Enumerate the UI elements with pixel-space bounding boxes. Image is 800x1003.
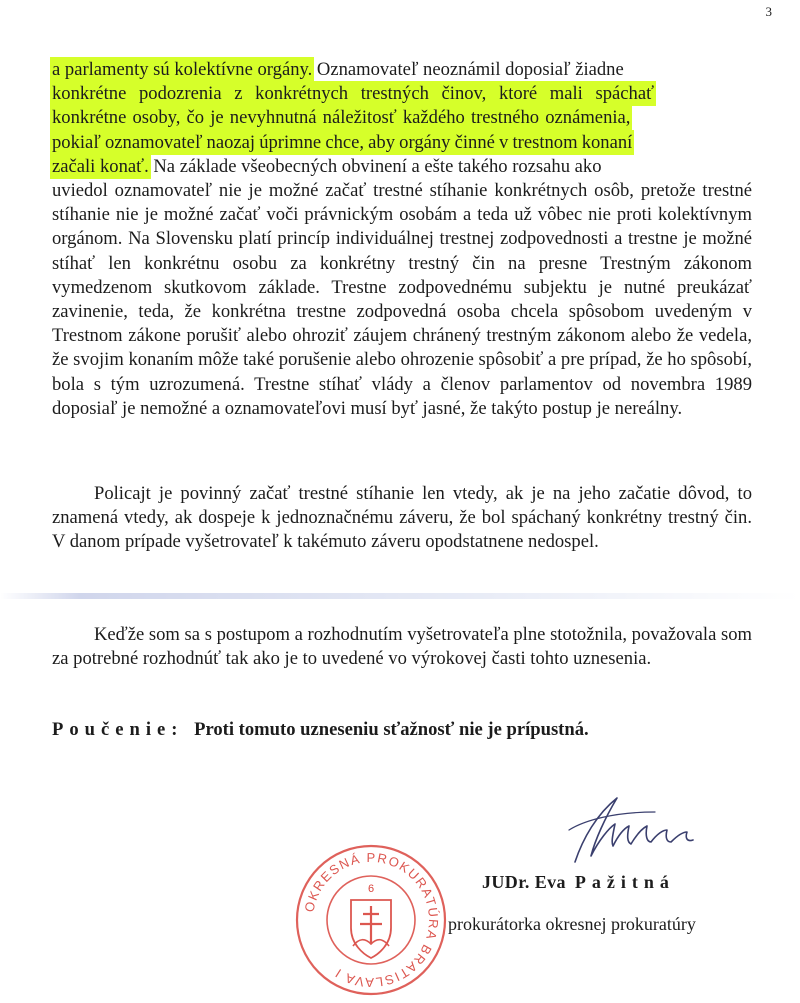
paragraph-1-line	[52, 131, 752, 155]
paragraph-1	[52, 58, 752, 421]
scan-artifact-streak	[0, 593, 800, 599]
stamp-text: OKRESNÁ PROKURATÚRA BRATISLAVA I	[301, 849, 442, 991]
highlighted-text: začali konať.	[52, 155, 149, 177]
signer-role: prokurátorka okresnej prokuratúry	[448, 914, 696, 934]
handwritten-signature	[555, 790, 715, 875]
highlighted-text: a parlamenty sú kolektívne orgány.	[52, 59, 313, 80]
paragraph-1-continuation: uviedol oznamovateľ nie je možné začať trestné stíhanie konkrétnych osôb, pretože trestné stíhanie nie je možné začať voči právnickým osobám a teda už vôbec nie proti kolektívnym orgánom. Na Slovensku platí princíp individuálnej trestnej zodpovednosti a trestne je možné stíhať len konkrétnu osobu za konkrétny trestný čin na presne Trestným zákonom vymedzenom skutkovom základe. Trestne zodpovednému subjektu je nutné preukázať zavinenie, teda, že konkrétna trestne zodpovedná osoba chcela spôsobom uvedeným v Trestnom zákone porušiť alebo ohroziť záujem chránený trestným zákonom alebo že vedela, že svojim konaním môže také porušenie alebo ohrozenie spôsobiť a pre prípad, že ho spôsobí, bola s tým uzrozumená. Trestne stíhať vlády a členov parlamentov od novembra 1989 doposiaľ je nemožné a oznamovateľovi musí byť jasné, že takýto postup je nereálny.	[52, 180, 752, 419]
highlighted-text: konkrétne osoby, čo je nevyhnutná náležitosť každého trestného oznámenia,	[52, 107, 631, 129]
notice-label: Poučenie:	[52, 719, 184, 740]
signer-surname: Pažitná	[574, 872, 675, 892]
paragraph-2: Policajt je povinný začať trestné stíhanie len vtedy, ak je na jeho začatie dôvod, to znamená vtedy, ak dospeje k jednoznačnému záveru, že bol spáchaný konkrétny trestný čin. V danom prípade vyšetrovateľ k takémuto záveru opodstatnene nedospel.	[52, 483, 752, 553]
paragraph-1-line	[52, 82, 752, 106]
plain-text: Na základe všeobecných obvinení a ešte takého rozsahu ako	[148, 155, 602, 177]
highlighted-text: pokiaľ oznamovateľ naozaj úprimne chce, aby orgány činné v trestnom konaní	[52, 131, 633, 153]
plain-text: Oznamovateľ neoznámil doposiaľ žiadne	[312, 59, 624, 80]
signer-title-first: JUDr. Eva	[482, 872, 566, 892]
paragraph-1-line	[52, 106, 752, 130]
paragraph-3: Keďže som sa s postupom a rozhodnutím vyšetrovateľa plne stotožnila, považovala som za potrebné rozhodnúť tak ako je to uvedené vo výrokovej časti tohto uznesenia.	[52, 624, 752, 670]
notice-text: Proti tomuto uzneseniu sťažnosť nie je prípustná.	[194, 719, 589, 740]
stamp-number: 6	[367, 883, 375, 895]
paragraph-1-line	[52, 58, 752, 82]
paragraph-1-line	[52, 155, 752, 179]
slovak-coat-of-arms-icon	[351, 900, 391, 958]
signer-name	[482, 872, 675, 893]
page-number: 3	[765, 4, 772, 19]
highlighted-text: konkrétne podozrenia z konkrétnych trestných činov, ktoré mali spáchať	[52, 83, 655, 105]
notice	[52, 719, 589, 741]
official-stamp	[293, 842, 449, 1003]
